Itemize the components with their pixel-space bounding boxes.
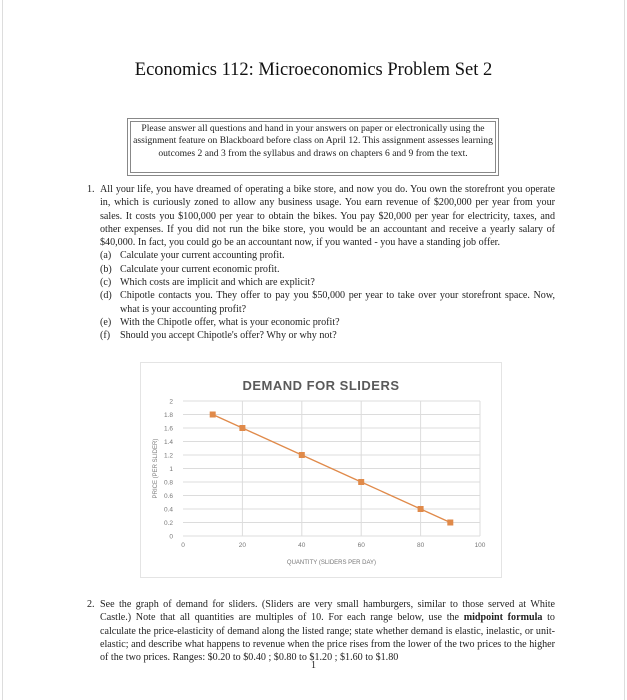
question-text: All your life, you have dreamed of operating a bike store, and now you do. You own the storefront you operate in, which is curiously zoned to allow any business usage. You earn revenue of $200,000 per year from your sales. It costs you $100,000 per year to obtain the bikes. You pay $20,000 per year for electricity, taxes, and other expenses. If you did not run the bike store, you would be an accountant and receive a yearly salary of $40,000. In fact, you could go be an accountant now, if you wanted - you have a standing job offer. (100, 184, 555, 249)
question-parts (100, 249, 555, 342)
data-point (210, 412, 216, 418)
y-tick-label: 2 (169, 398, 173, 406)
data-point (447, 520, 453, 526)
question-part (100, 263, 555, 276)
part-text: Chipotle contacts you. They offer to pay you $50,000 per year to take over your storefront space. Now, what is your accounting profit? (120, 290, 555, 315)
part-label: (a) (100, 250, 112, 262)
text-segment: to calculate the price-elasticity of demand along the listed range; state whether demand is elastic, inelastic, or unit-elastic; and describe what happens to revenue when the price rises from the lower of the two prices to the higher of the two prices. Ranges: $0.20 to $0.40 ; $0.80 to $1.20 ; $1.60 to $1.80 (100, 612, 555, 664)
page-border (2, 0, 625, 700)
x-tick-label: 100 (474, 542, 486, 549)
part-label: (d) (100, 290, 112, 302)
x-tick-label: 80 (416, 542, 425, 549)
question-2 (87, 598, 555, 664)
bold-term: midpoint formula (463, 612, 543, 624)
y-tick-label: 1.2 (163, 452, 173, 460)
data-point (239, 425, 245, 431)
question-part (100, 329, 555, 342)
y-tick-label: 0 (169, 533, 173, 541)
question-number: 1. (87, 184, 95, 195)
part-label: (f) (100, 330, 111, 342)
x-axis-label: QUANTITY (SLIDERS PER DAY) (286, 560, 377, 566)
part-label: (e) (100, 316, 112, 328)
y-tick-label: 0.8 (163, 479, 173, 487)
data-point (358, 479, 364, 485)
y-tick-label: 1.6 (163, 425, 173, 433)
document-title: Economics 112: Microeconomics Problem Set 2 (134, 60, 493, 80)
question-1 (87, 183, 555, 343)
part-text: Which costs are implicit and which are explicit? (120, 277, 315, 289)
part-text: With the Chipotle offer, what is your economic profit? (120, 316, 340, 328)
question-part (100, 249, 555, 262)
text-segment: See the graph of demand for sliders. (Sliders are very small hamburgers, similar to those served at White Castle.) Note that all quantities are multiples of 10. For each range below, use the (100, 599, 555, 624)
y-tick-label: 1 (169, 466, 173, 473)
x-tick-label: 20 (238, 542, 247, 549)
question-text (100, 598, 555, 664)
y-tick-label: 0.2 (163, 520, 173, 527)
y-axis-label: PRICE (PER SLIDER) (153, 438, 159, 499)
x-tick-label: 0 (181, 542, 185, 549)
chart-svg (141, 363, 501, 577)
part-label: (c) (100, 277, 112, 289)
y-tick-label: 1.4 (163, 439, 173, 446)
data-point (418, 506, 424, 512)
instructions-text: Please answer all questions and hand in your answers on paper or electronically using the assignment feature on Blackboard before class on April 12. This assignment assesses learning outcomes 2 and 3 from the syllabus and draws on chapters 6 and 9 from the text. (130, 121, 496, 173)
x-tick-label: 40 (298, 542, 306, 549)
question-part (100, 316, 555, 329)
y-tick-label: 0.4 (163, 506, 173, 514)
question-part (100, 276, 555, 289)
question-part (100, 289, 555, 316)
y-tick-label: 0.6 (163, 493, 173, 500)
y-tick-label: 1.8 (163, 412, 173, 419)
data-point (299, 452, 305, 458)
part-text: Should you accept Chipotle's offer? Why or why not? (120, 330, 337, 342)
part-label: (b) (100, 263, 112, 275)
instructions-box (127, 118, 499, 176)
question-number: 2. (87, 599, 95, 610)
chart-title: DEMAND FOR SLIDERS (242, 378, 400, 393)
demand-chart (140, 362, 502, 578)
page-number: 1 (311, 660, 316, 671)
part-text: Calculate your current economic profit. (120, 263, 280, 275)
part-text: Calculate your current accounting profit. (120, 250, 285, 262)
x-tick-label: 60 (357, 542, 365, 549)
